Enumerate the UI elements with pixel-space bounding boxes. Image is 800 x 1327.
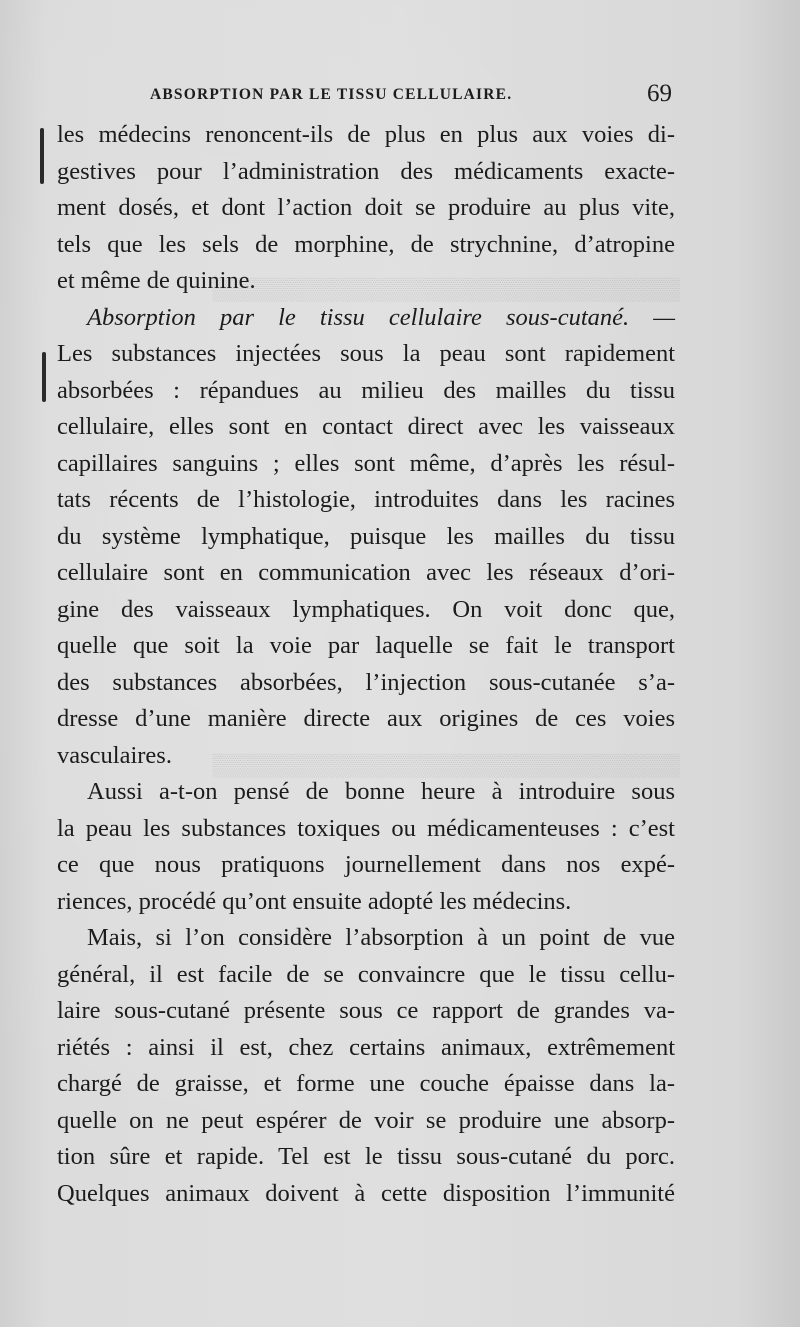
text-line: des substances absorbées, l’injection sous-cutanée s’a- — [57, 668, 675, 696]
text-line: cellulaire sont en communication avec les réseaux d’ori- — [57, 559, 675, 586]
bleed-through-texture: ▒▒▒▒▒▒▒▒▒▒▒▒▒▒▒▒▒▒▒▒▒▒▒▒▒▒▒▒▒▒ — [212, 276, 680, 301]
text-line: Aussi a-t-on pensé de bonne heure à introduire sous — [87, 778, 675, 805]
text-line: dresse d’une manière directe aux origines de ces voies — [57, 705, 675, 732]
text-line: cellulaire, elles sont en contact direct avec les vaisseaux — [57, 413, 675, 440]
text-line: tels que les sels de morphine, de strychnine, d’atropine — [57, 230, 675, 258]
text-line: gestives pour l’administration des médicaments exacte- — [57, 157, 675, 185]
margin-bracket-mark — [40, 128, 44, 184]
running-head: ABSORPTION PAR LE TISSU CELLULAIRE. — [150, 86, 513, 103]
text-line: ce que nous pratiquons journellement dans nos expé- — [57, 851, 675, 878]
text-line: riétés : ainsi il est, chez certains animaux, extrêmement — [57, 1033, 675, 1061]
text-line: chargé de graisse, et forme une couche épaisse dans la- — [57, 1070, 675, 1097]
text-line: la peau les substances toxiques ou médicamenteuses : c’est — [57, 814, 675, 842]
body-text — [57, 117, 675, 1212]
text-line: quelle que soit la voie par laquelle se fait le transport — [57, 632, 675, 659]
text-line: laire sous-cutané présente sous ce rapport de grandes va- — [57, 997, 675, 1024]
text-line: Quelques animaux doivent à cette disposition l’immunité — [57, 1179, 675, 1207]
section-heading-line: Absorption par le tissu cellulaire sous-cutané. — — [87, 303, 675, 331]
text-line: Mais, si l’on considère l’absorption à un point de vue — [87, 924, 675, 951]
text-line: capillaires sanguins ; elles sont même, d’après les résul- — [57, 449, 675, 477]
bleed-through-texture: ▒▒▒▒▒▒▒▒▒▒▒▒▒▒▒▒▒▒▒▒▒▒▒▒▒▒▒▒▒▒ — [212, 752, 680, 777]
text-line: absorbées : répandues au milieu des mailles du tissu — [57, 376, 675, 404]
text-line: ment dosés, et dont l’action doit se produire au plus vite, — [57, 194, 675, 221]
page-number: 69 — [647, 80, 672, 107]
text-line: les médecins renoncent-ils de plus en plus aux voies di- — [57, 121, 675, 148]
margin-bracket-mark — [42, 352, 46, 402]
text-line: général, il est facile de se convaincre que le tissu cellu- — [57, 960, 675, 988]
text-line: gine des vaisseaux lymphatiques. On voit donc que, — [57, 595, 675, 623]
text-line: et même de quinine. — [57, 267, 256, 294]
text-line: quelle on ne peut espérer de voir se produire une absorp- — [57, 1106, 675, 1134]
text-line: vasculaires. — [57, 741, 172, 769]
text-line: riences, procédé qu’ont ensuite adopté les médecins. — [57, 887, 572, 915]
page-header — [150, 80, 672, 112]
text-line: tats récents de l’histologie, introduites dans les racines — [57, 486, 675, 513]
text-line: Les substances injectées sous la peau sont rapidement — [57, 340, 675, 367]
text-line: tion sûre et rapide. Tel est le tissu sous-cutané du porc. — [57, 1143, 675, 1170]
text-line: du système lymphatique, puisque les mailles du tissu — [57, 522, 675, 550]
